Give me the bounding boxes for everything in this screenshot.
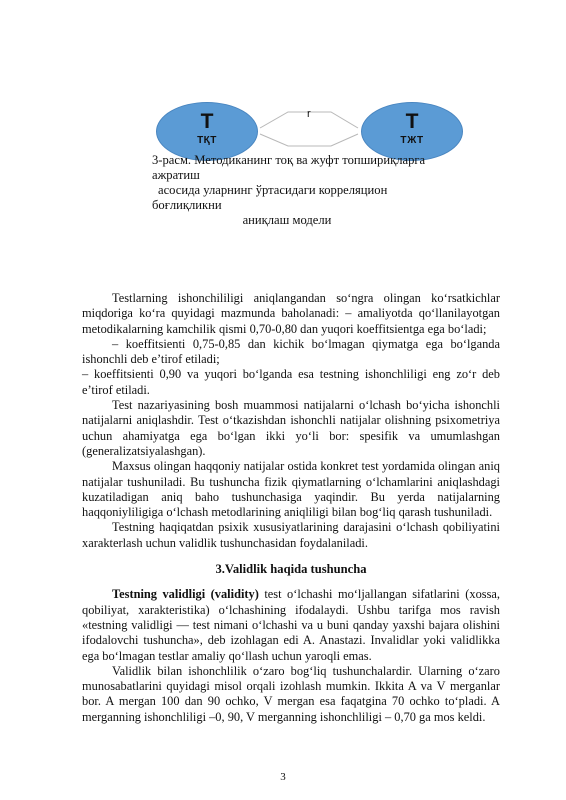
figure-caption xyxy=(152,153,452,228)
caption-line-2: асосида уларнинг ўртасидаги корреляцион боғлиқликни xyxy=(152,183,388,212)
correlation-label: r xyxy=(307,108,311,120)
caption-line-3: аниқлаш модели xyxy=(242,213,332,227)
section-heading: 3.Validlik haqida tushuncha xyxy=(215,562,367,577)
paragraph: – koeffitsienti 0,75-0,85 dan kichik bo‘lmagan qiymatga ega bo‘lganda ishonchli deb e’tirof etiladi; xyxy=(82,336,500,367)
paragraph: Test nazariyasining bosh muammosi natijalarni o‘lchash bo‘yicha ishonchli natijalarni aniqlashdir. Test o‘tkazishdan ishonchli natijalar olishning psixometriya uchun ahamiyatga ega bo‘lgan ikki yo‘li bor: spesifik va umumlashgan (generalizatsiyalashgan). xyxy=(82,398,500,458)
even-node-letter: T xyxy=(405,110,419,133)
paragraph: Validlik bilan ishonchlilik o‘zaro bog‘liq tushunchalardir. Ularning o‘zaro munosabatlarini quyidagi misol orqali izohlash mumkin. Ikkita A va V merganlar bor. A mergan 100 dan 90 ochko, V mergan esa faqatgina 70 ochko to‘pladi. A merganning ishonchliligi –0, 90, V merganning ishonchliligi – 0,70 ga mos keldi. xyxy=(82,663,500,724)
odd-node-label: ТҚТ xyxy=(197,135,217,146)
term-bold: Testning validligi (validity) xyxy=(112,587,259,602)
paragraph: Maxsus olingan haqqoniy natijalar ostida konkret test yordamida olingan aniq natijalar tushuniladi. Bu tushuncha fizik qiymatlarning o‘lchamlarini aniqlashdagi kuzatiladigan aniq baho tushunchasiga yaqindir. Bu yerda natijalarning haqqoniyliligiga o‘lchash metodlarining aniqliligi bilan bog‘liq qarash tushuniladi. xyxy=(82,459,500,520)
even-node-label: ТЖТ xyxy=(400,135,424,146)
paragraph-rest: test o‘lchashi mo‘ljallangan sifatlarini (xossa, qobiliyat, xarakteristika) o‘lchashining ifodalaydi. Ushbu tarifga mos ravish «testning validligi — test nimani o‘lchashi va u buni qanday yaxshi bajara olishini ifodalovchi tushuncha», deb izohlagan edi A. Anastazi. Invalidlar yoki validlikka ega bo‘lmagan testlar amaliy qo‘llash uchun yaroqli emas. xyxy=(82,587,501,663)
caption-line-1: 3-расм. Методиканинг тоқ ва жуфт топшириқларга ажратиш xyxy=(152,153,426,182)
page-number: 3 xyxy=(280,771,286,783)
body-text xyxy=(82,291,500,725)
paragraph: – koeffitsienti 0,90 va yuqori bo‘lganda esa testning ishonchliligi eng zo‘r deb e’tirof etiladi. xyxy=(82,367,500,397)
odd-node-letter: T xyxy=(200,110,214,133)
paragraph xyxy=(82,587,500,663)
paragraph: Testlarning ishonchililigi aniqlangandan so‘ngra olingan ko‘rsatkichlar miqdoriga ko‘ra quyidagi mazmunda baholanadi: – amaliyotda qo‘llanilayotgan metodikalarning kamchilik qismi 0,70-0,80 dan yuqori koeffitsientga ega bo‘ladi; xyxy=(82,291,500,336)
paragraph: Testning haqiqatdan psixik xususiyatlarining darajasini o‘lchash qobiliyatini xarakterlash uchun validlik tushunchasidan foydalaniladi. xyxy=(82,520,500,550)
